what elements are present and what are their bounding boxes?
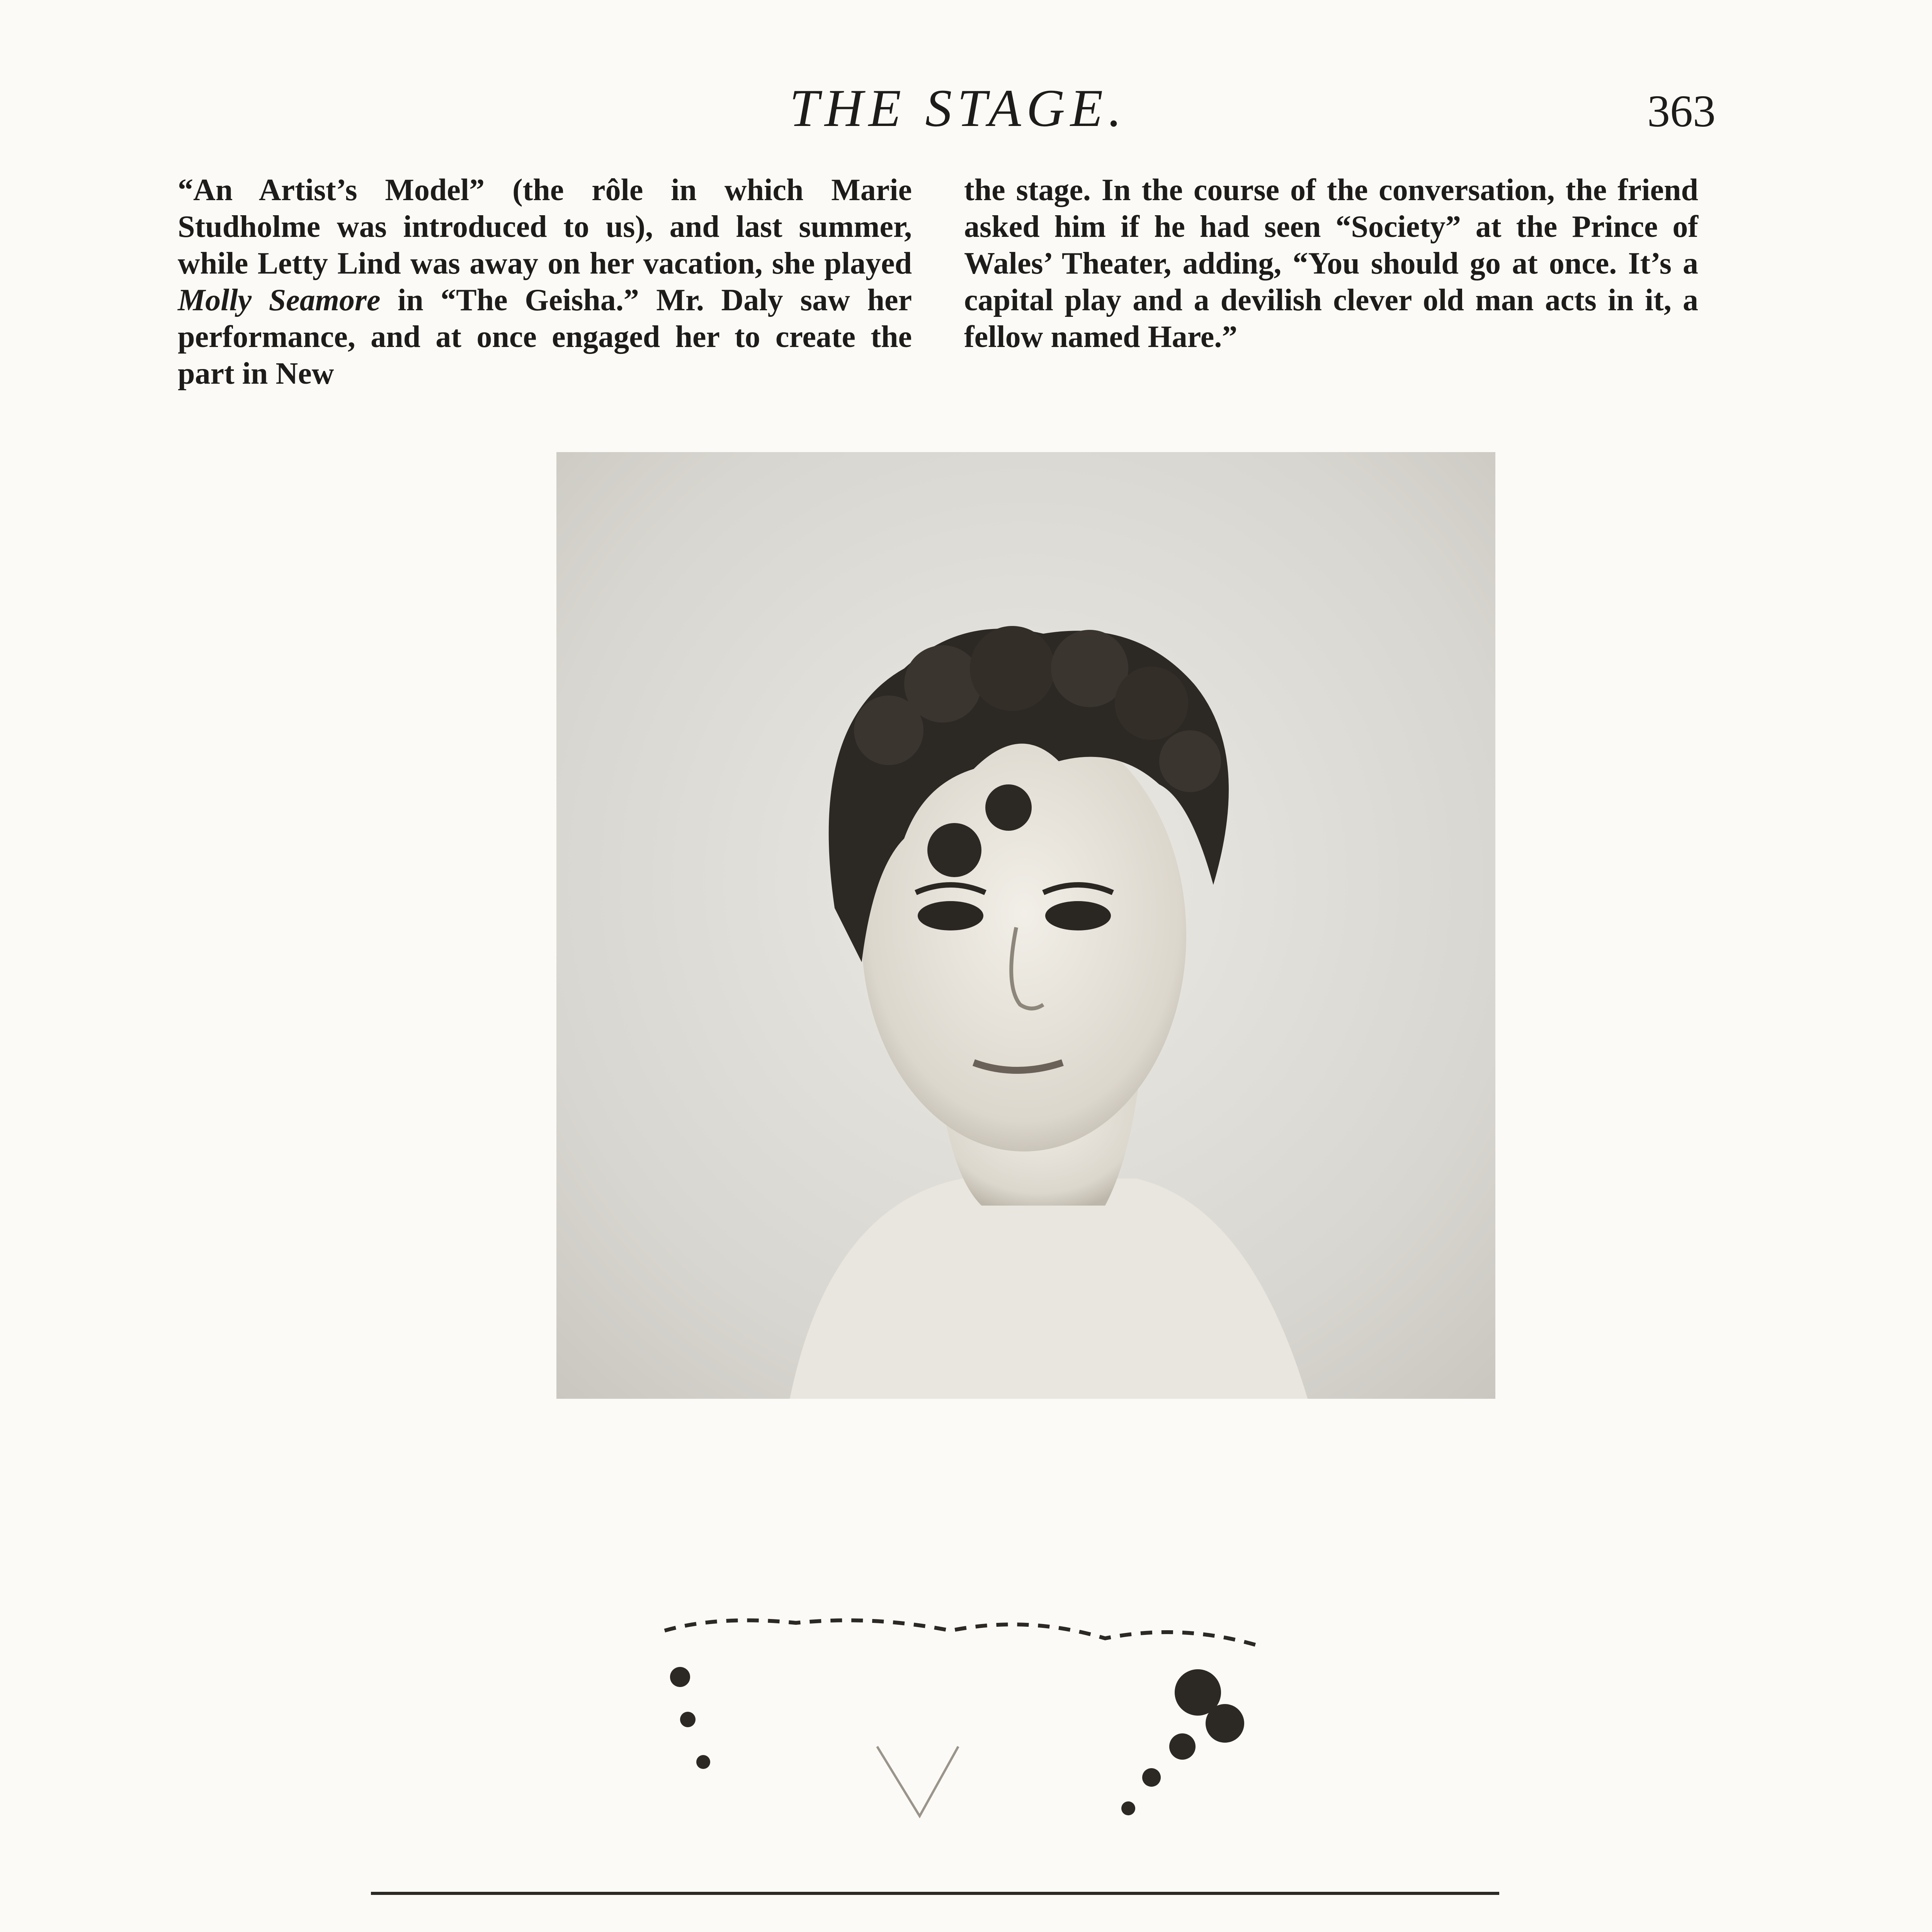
dress-image: [371, 1399, 1499, 1897]
running-header: [0, 73, 1932, 151]
lace-dress-detail: [371, 1399, 1499, 1897]
page-number: 363: [1647, 86, 1716, 136]
portrait-image: [556, 452, 1495, 1406]
top-left-paragraph: [178, 172, 912, 392]
top-left-text-end: in “The Geisha.” Mr. Daly saw her performance, and at once engaged her to create the part in New: [178, 283, 912, 391]
top-right-column: [964, 172, 1698, 355]
top-left-column: [178, 172, 912, 392]
top-left-text: “An Artist’s Model” (the rôle in which Marie Studholme was introduced to us), and last summer, while Letty Lind was away on her vacation, she played: [178, 173, 912, 281]
running-title: THE STAGE.: [789, 78, 1127, 138]
portrait-photograph: [556, 452, 1495, 1406]
role-name: Molly Seamore: [178, 283, 381, 317]
top-right-paragraph: the stage. In the course of the conversation, the friend asked him if he had seen “Society” at the Prince of Wales’ Theater, adding, “You should go at once. It’s a capital play and a devilish clever old man acts in it, a fellow named Hare.”: [964, 173, 1698, 354]
